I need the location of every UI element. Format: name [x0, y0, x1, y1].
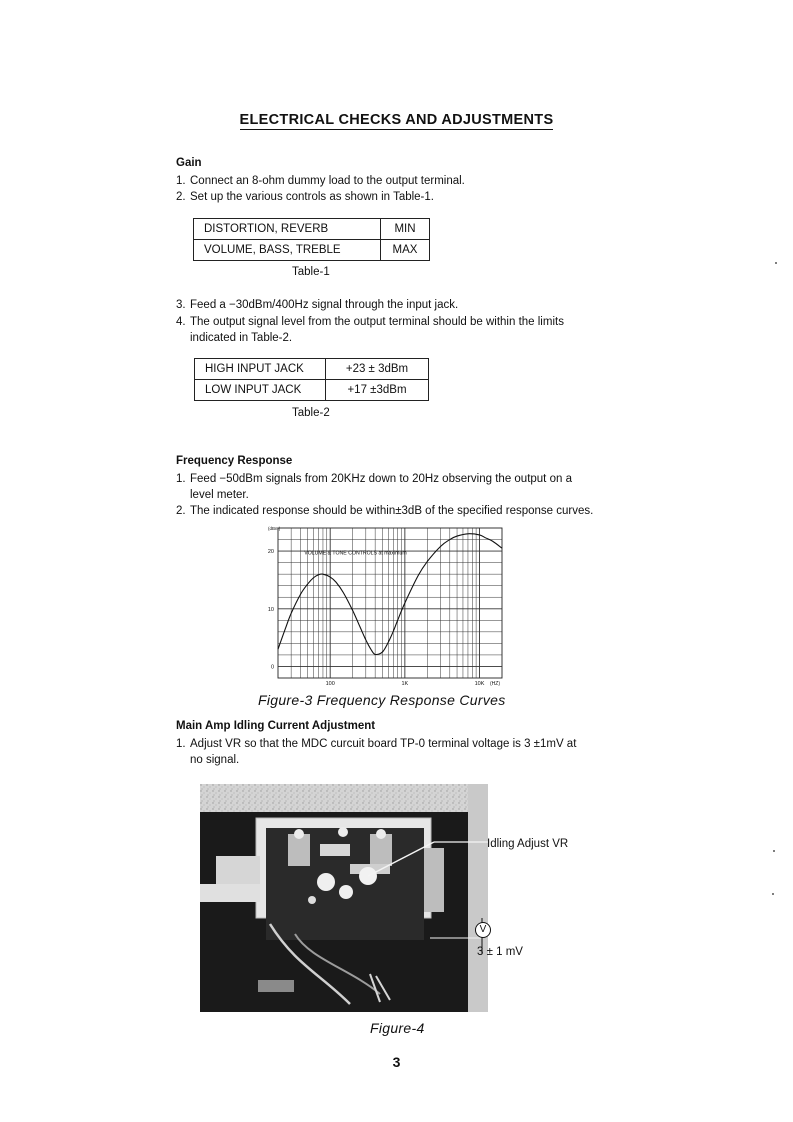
- y-tick-label: 0: [270, 664, 274, 671]
- x-tick-label: 100: [325, 681, 335, 687]
- idling-heading: Main Amp Idling Current Adjustment: [176, 720, 376, 732]
- amp-board-photo: [200, 784, 488, 1012]
- table-row: [195, 380, 429, 401]
- table-1-caption: Table-1: [292, 266, 330, 278]
- gain-step-4: 4. The output signal level from the output terminal should be within the limits indicated in Table-2.: [176, 316, 564, 344]
- idling-step-1: 1. Adjust VR so that the MDC curcuit board TP-0 terminal voltage is 3 ±1mV at no signal.: [176, 738, 577, 766]
- table-cell: DISTORTION, REVERB: [194, 219, 381, 240]
- table-row: [194, 240, 430, 261]
- table-cell: MIN: [381, 219, 430, 240]
- table-cell: LOW INPUT JACK: [195, 380, 326, 401]
- x-axis-unit: (HZ): [490, 681, 500, 687]
- gain-step-1: 1. Connect an 8-ohm dummy load to the output terminal.: [176, 175, 465, 187]
- frequency-response-chart: [258, 520, 510, 694]
- mounting-screw: [376, 829, 386, 839]
- idling-adjust-vr-label: Idling Adjust VR: [487, 838, 569, 850]
- y-axis-unit: (dBm): [268, 526, 281, 531]
- capacitor: [317, 873, 335, 891]
- y-tick-label: 20: [267, 549, 274, 556]
- page-number: 3: [392, 1054, 401, 1070]
- scan-speck: [773, 850, 775, 852]
- freq-step-2: 2. The indicated response should be within±3dB of the specified response curves.: [176, 505, 594, 517]
- heatsink-left: [216, 856, 260, 886]
- x-tick-label: 1K: [401, 681, 409, 687]
- resistor: [320, 844, 350, 856]
- table-cell: VOLUME, BASS, TREBLE: [194, 240, 381, 261]
- scan-speck: [775, 262, 777, 264]
- heatsink-left: [200, 884, 260, 902]
- chart-annotation: VOLUME & TONE CONTROLS at maximum: [304, 550, 407, 557]
- gain-step-3: 3. Feed a −30dBm/400Hz signal through the input jack.: [176, 299, 459, 311]
- photo-edge: [468, 784, 488, 1012]
- scan-speck: [772, 893, 774, 895]
- table-cell: +17 ±3dBm: [326, 380, 429, 401]
- figure-4-caption: Figure-4: [370, 1020, 425, 1036]
- gain-heading: Gain: [176, 157, 202, 169]
- x-tick-label: 10K: [474, 681, 485, 687]
- table-cell: +23 ± 3dBm: [326, 359, 429, 380]
- freq-step-1: 1. Feed −50dBm signals from 20KHz down to 20Hz observing the output on a level meter.: [176, 473, 572, 501]
- table-2-caption: Table-2: [292, 407, 330, 419]
- voltage-label: 3 ± 1 mV: [477, 946, 523, 958]
- mounting-screw: [338, 827, 348, 837]
- capacitor: [308, 896, 316, 904]
- figure-3-caption: Figure-3 Frequency Response Curves: [258, 692, 506, 708]
- table-2: [194, 358, 429, 401]
- frequency-response-heading: Frequency Response: [176, 455, 293, 467]
- page-title: ELECTRICAL CHECKS AND ADJUSTMENTS: [239, 112, 554, 128]
- heatsink-right: [424, 848, 444, 912]
- gain-step-2: 2. Set up the various controls as shown in Table-1.: [176, 191, 434, 203]
- table-row: [195, 359, 429, 380]
- table-cell: MAX: [381, 240, 430, 261]
- table-cell: HIGH INPUT JACK: [195, 359, 326, 380]
- mounting-screw: [294, 829, 304, 839]
- table-1: [193, 218, 430, 261]
- capacitor: [339, 885, 353, 899]
- voltmeter-icon: V: [475, 922, 491, 938]
- table-row: [194, 219, 430, 240]
- connector: [258, 980, 294, 992]
- y-tick-label: 10: [267, 606, 274, 613]
